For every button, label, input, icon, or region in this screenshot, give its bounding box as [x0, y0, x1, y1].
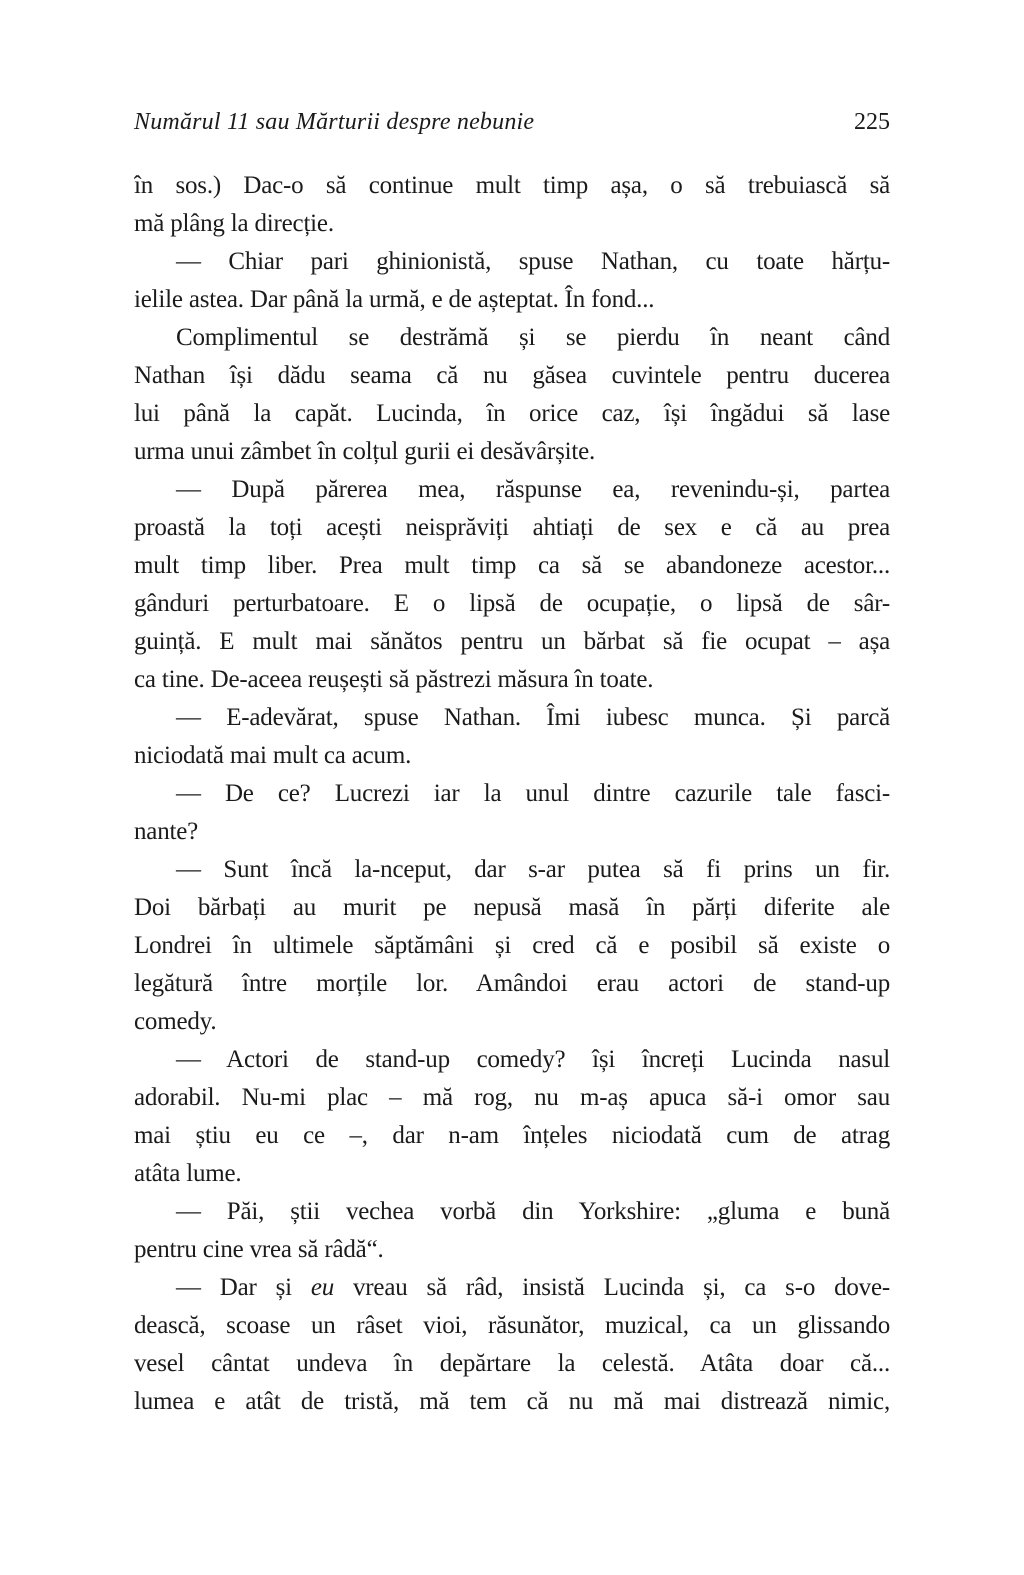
- text-line: gânduri perturbatoare. E o lipsă de ocupație, o lipsă de sâr-: [134, 590, 890, 617]
- text-line: adorabil. Nu-mi plac – mă rog, nu m-aș apuca să-i omor sau: [134, 1084, 890, 1111]
- running-title: Numărul 11 sau Mărturii despre nebunie: [134, 109, 535, 135]
- text-line: proastă la toți acești neisprăviți ahtiați de sex e că au prea: [134, 514, 890, 541]
- text-line: lumea e atât de tristă, mă tem că nu mă mai distrează nimic,: [134, 1388, 890, 1415]
- page-number: 225: [854, 109, 890, 135]
- text-line: lui până la capăt. Lucinda, în orice caz, își îngădui să lase: [134, 400, 890, 427]
- text-line: ielile astea. Dar până la urmă, e de așteptat. În fond...: [134, 286, 655, 313]
- text-line: Nathan își dădu seama că nu găsea cuvintele pentru ducerea: [134, 362, 890, 389]
- text-line: — Păi, știi vechea vorbă din Yorkshire: „gluma e bună: [176, 1198, 890, 1225]
- paragraph: [134, 1041, 890, 1193]
- text-line: — Actori de stand-up comedy? își încreți Lucinda nasul: [176, 1046, 890, 1073]
- text-line: niciodată mai mult ca acum.: [134, 742, 412, 769]
- text-line: în sos.) Dac-o să continue mult timp așa, o să trebuiască să: [134, 172, 890, 199]
- text-line: ca tine. De-aceea reușești să păstrezi măsura în toate.: [134, 666, 654, 693]
- text-line: — Sunt încă la-nceput, dar s-ar putea să fi prins un fir.: [176, 856, 890, 883]
- text-line: guință. E mult mai sănătos pentru un bărbat să fie ocupat – așa: [134, 628, 890, 655]
- text-line: nante?: [134, 818, 199, 845]
- text-line: dească, scoase un râset vioi, răsunător, muzical, ca un glissando: [134, 1312, 890, 1339]
- paragraph: [134, 167, 890, 243]
- text-line: — E-adevărat, spuse Nathan. Îmi iubesc munca. Și parcă: [176, 704, 890, 731]
- paragraph: [134, 319, 890, 471]
- text-line: — De ce? Lucrezi iar la unul dintre cazurile tale fasci-: [176, 780, 890, 807]
- paragraph: [134, 851, 890, 1041]
- text-line: Londrei în ultimele săptămâni și cred că e posibil să existe o: [134, 932, 890, 959]
- text-block: [134, 167, 890, 1421]
- text-line: mă plâng la direcție.: [134, 210, 334, 237]
- text-line: Complimentul se destrămă și se pierdu în neant când: [176, 324, 890, 351]
- paragraph: [134, 1193, 890, 1269]
- text-line: mai știu eu ce –, dar n-am înțeles niciodată cum de atrag: [134, 1122, 890, 1149]
- text-line: urma unui zâmbet în colțul gurii ei desăvârșite.: [134, 438, 596, 465]
- text-line: mult timp liber. Prea mult timp ca să se abandoneze acestor...: [134, 552, 890, 579]
- text-line: comedy.: [134, 1008, 217, 1035]
- italic-text: eu: [310, 1274, 335, 1301]
- text-line: Doi bărbați au murit pe nepusă masă în părți diferite ale: [134, 894, 890, 921]
- text-line: pentru cine vrea să râdă“.: [134, 1236, 384, 1263]
- paragraph: [134, 243, 890, 319]
- text-line: atâta lume.: [134, 1160, 242, 1187]
- paragraph: [134, 1269, 890, 1421]
- running-header: [134, 106, 890, 138]
- text-line: vesel cântat undeva în depărtare la celestă. Atâta doar că...: [134, 1350, 890, 1377]
- paragraph: [134, 775, 890, 851]
- text-line: — Dar și eu vreau să râd, insistă Lucinda și, ca s-o dove-: [176, 1274, 890, 1301]
- text-line: — După părerea mea, răspunse ea, revenindu-și, partea: [176, 476, 890, 503]
- paragraph: [134, 471, 890, 699]
- text-line: — Chiar pari ghinionistă, spuse Nathan, cu toate hărțu-: [176, 248, 890, 275]
- text-line: legătură între morțile lor. Amândoi erau actori de stand-up: [134, 970, 890, 997]
- paragraph: [134, 699, 890, 775]
